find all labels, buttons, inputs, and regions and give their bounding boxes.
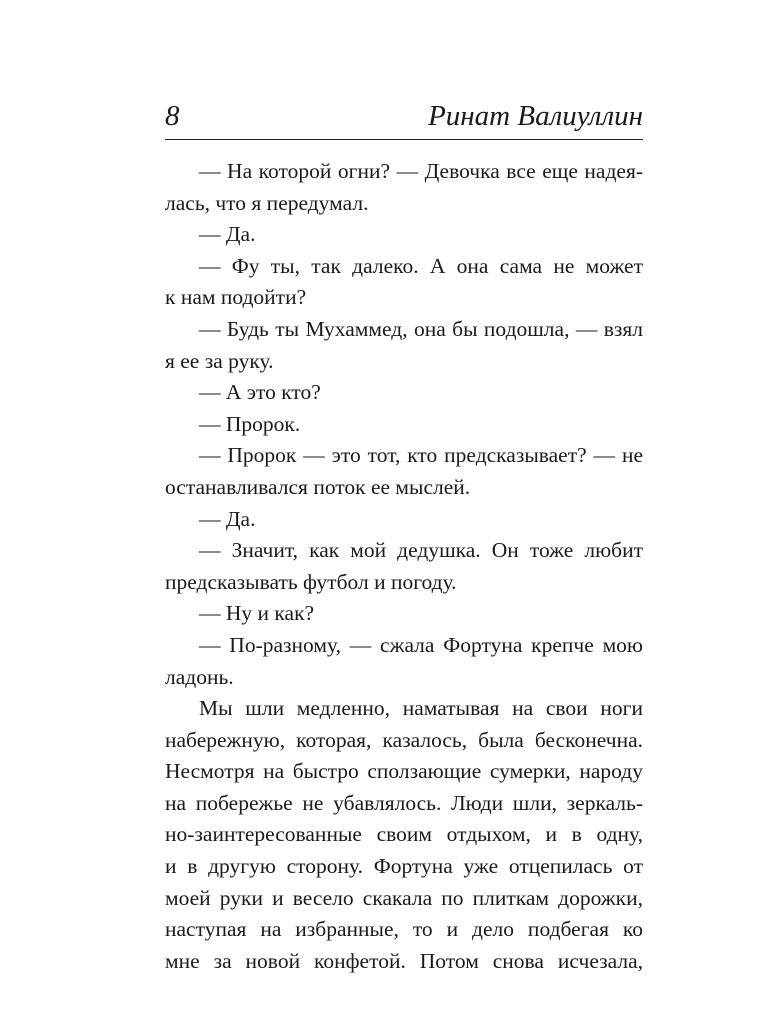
text-line: останавливался поток ее мыслей.: [165, 474, 471, 499]
text-line: и в другую сторону. Фортуна уже отцепилась от: [165, 854, 643, 879]
text-line: — Да.: [199, 222, 256, 247]
text-line: лась, что я передумал.: [165, 190, 369, 215]
text-line: — Значит, как мой дедушка. Он тоже любит: [199, 538, 643, 563]
text-line: — Ну и как?: [199, 601, 315, 626]
text-line: — А это кто?: [199, 380, 321, 405]
text-line: но-заинтересованные своим отдыхом, и в одну,: [165, 822, 643, 847]
text-line: — Да.: [199, 506, 256, 531]
text-line: — По-разному, — сжала Фортуна крепче мою: [199, 632, 643, 657]
body-text: [165, 156, 643, 977]
text-line: на побережье не убавлялось. Люди шли, зеркаль-: [165, 790, 643, 815]
text-line: — Пророк — это тот, кто предсказывает? — не: [199, 443, 643, 468]
page-number: 8: [165, 100, 180, 132]
text-line: — Фу ты, так далеко. А она сама не может: [199, 253, 643, 278]
text-line: я ее за руку.: [165, 348, 274, 373]
page-header: [165, 96, 643, 136]
header-rule: [165, 139, 643, 140]
text-line: — На которой огни? — Девочка все еще надея-: [199, 159, 643, 183]
text-line: набережную, которая, казалось, была бесконечна.: [165, 727, 643, 752]
text-line: Мы шли медленно, наматывая на свои ноги: [199, 696, 643, 721]
text-line: — Пророк.: [199, 411, 301, 436]
text-line: наступая на избранные, то и дело подбегая ко: [165, 917, 643, 942]
text-line: предсказывать футбол и погоду.: [165, 569, 457, 594]
text-line: к нам подойти?: [165, 285, 307, 310]
running-title: Ринат Валиуллин: [428, 100, 643, 132]
text-line: Несмотря на быстро сползающие сумерки, народу: [165, 759, 643, 784]
text-line: мне за новой конфетой. Потом снова исчезала,: [165, 948, 643, 973]
text-line: ладонь.: [165, 664, 234, 689]
text-line: — Будь ты Мухаммед, она бы подошла, — взял: [199, 316, 643, 341]
text-line: моей руки и весело скакала по плиткам дорожки,: [165, 885, 643, 910]
